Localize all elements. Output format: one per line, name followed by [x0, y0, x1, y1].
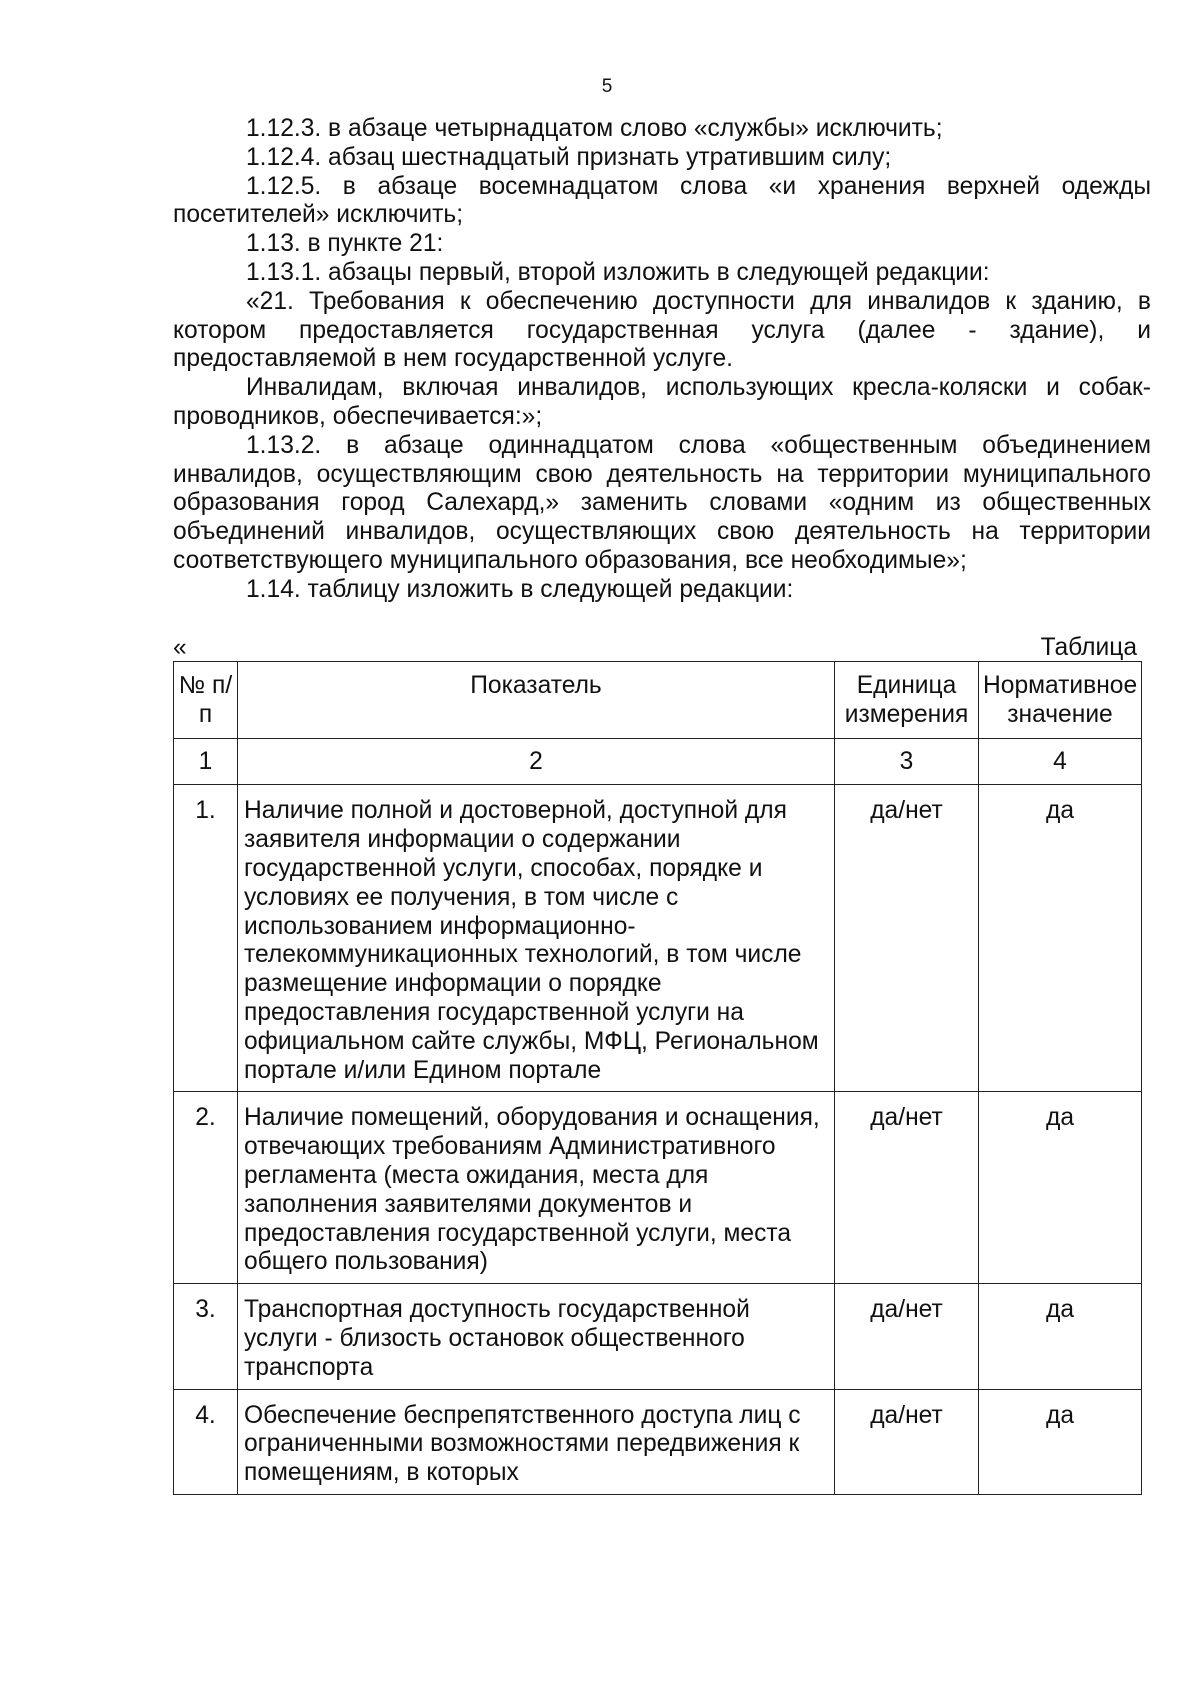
- row-number: 2.: [174, 1092, 238, 1284]
- body-text: [173, 115, 1151, 605]
- table-caption: Таблица: [1040, 634, 1137, 661]
- paragraph: 1.12.4. абзац шестнадцатый признать утратившим силу;: [246, 143, 892, 171]
- row-indicator: Обеспечение беспрепятственного доступа лиц с ограниченными возможностями передвижения к помещениям, в которых: [238, 1389, 835, 1494]
- column-number: 1: [174, 738, 238, 785]
- row-unit: да/нет: [835, 785, 979, 1092]
- row-indicator: Наличие помещений, оборудования и оснащения, отвечающих требованиям Административного регламента (места ожидания, места для заполнения заявителями документов и предоставления государственной услуги, места общего пользования): [238, 1092, 835, 1284]
- table-header-row: [174, 662, 1142, 739]
- row-number: 3.: [174, 1284, 238, 1389]
- column-number: 4: [979, 738, 1142, 785]
- table-row: [174, 1284, 1142, 1389]
- row-number: 1.: [174, 785, 238, 1092]
- header-num: № п/п: [174, 662, 238, 739]
- header-indicator: Показатель: [238, 662, 835, 739]
- row-norm: да: [979, 1284, 1142, 1389]
- paragraph: Инвалидам, включая инвалидов, использующих кресла-коляски и собак-проводников, обеспечивается:»;: [173, 374, 1151, 430]
- column-number: 2: [238, 738, 835, 785]
- row-unit: да/нет: [835, 1284, 979, 1389]
- table-row: [174, 1092, 1142, 1284]
- table-row: [174, 785, 1142, 1092]
- opening-quote: «: [173, 634, 187, 661]
- row-unit: да/нет: [835, 1389, 979, 1494]
- row-indicator: Наличие полной и достоверной, доступной для заявителя информации о содержании государственной услуги, способах, порядке и условиях ее получения, в том числе с использованием информационно-телекоммуникационных технологий, в том числе размещение информации о порядке предоставления государственной услуги на официальном сайте службы, МФЦ, Региональном портале и/или Едином портале: [238, 785, 835, 1092]
- row-number: 4.: [174, 1389, 238, 1494]
- header-unit: Единица измерения: [835, 662, 979, 739]
- paragraph: 1.12.3. в абзаце четырнадцатом слово «службы» исключить;: [246, 115, 943, 142]
- row-unit: да/нет: [835, 1092, 979, 1284]
- page-number: 5: [601, 76, 613, 97]
- header-norm: Нормативное значение: [979, 662, 1142, 739]
- indicators-table: [173, 661, 1142, 1495]
- paragraph: 1.14. таблицу изложить в следующей редакции:: [246, 575, 794, 603]
- paragraph: 1.13.2. в абзаце одиннадцатом слова «общественным объединением инвалидов, осуществляющим свою деятельность на территории муниципального образования город Салехард,» заменить словами «одним из общественных объединений инвалидов, осуществляющих свою деятельность на территории соответствующего муниципального образования, все необходимые»;: [173, 431, 1151, 574]
- paragraph: 1.13. в пункте 21:: [246, 230, 444, 258]
- column-number-row: [174, 738, 1142, 785]
- table-row: [174, 1389, 1142, 1494]
- row-norm: да: [979, 1389, 1142, 1494]
- table-caption-row: [173, 634, 1137, 662]
- column-number: 3: [835, 738, 979, 785]
- row-norm: да: [979, 1092, 1142, 1284]
- paragraph: «21. Требования к обеспечению доступности для инвалидов к зданию, в котором предоставляется государственная услуга (далее - здание), и предоставляемой в нем государственной услуге.: [173, 287, 1151, 373]
- paragraph: 1.12.5. в абзаце восемнадцатом слова «и хранения верхней одежды посетителей» исключить;: [173, 172, 1151, 229]
- row-indicator: Транспортная доступность государственной услуги - близость остановок общественного транспорта: [238, 1284, 835, 1389]
- row-norm: да: [979, 785, 1142, 1092]
- paragraph: 1.13.1. абзацы первый, второй изложить в следующей редакции:: [246, 258, 990, 286]
